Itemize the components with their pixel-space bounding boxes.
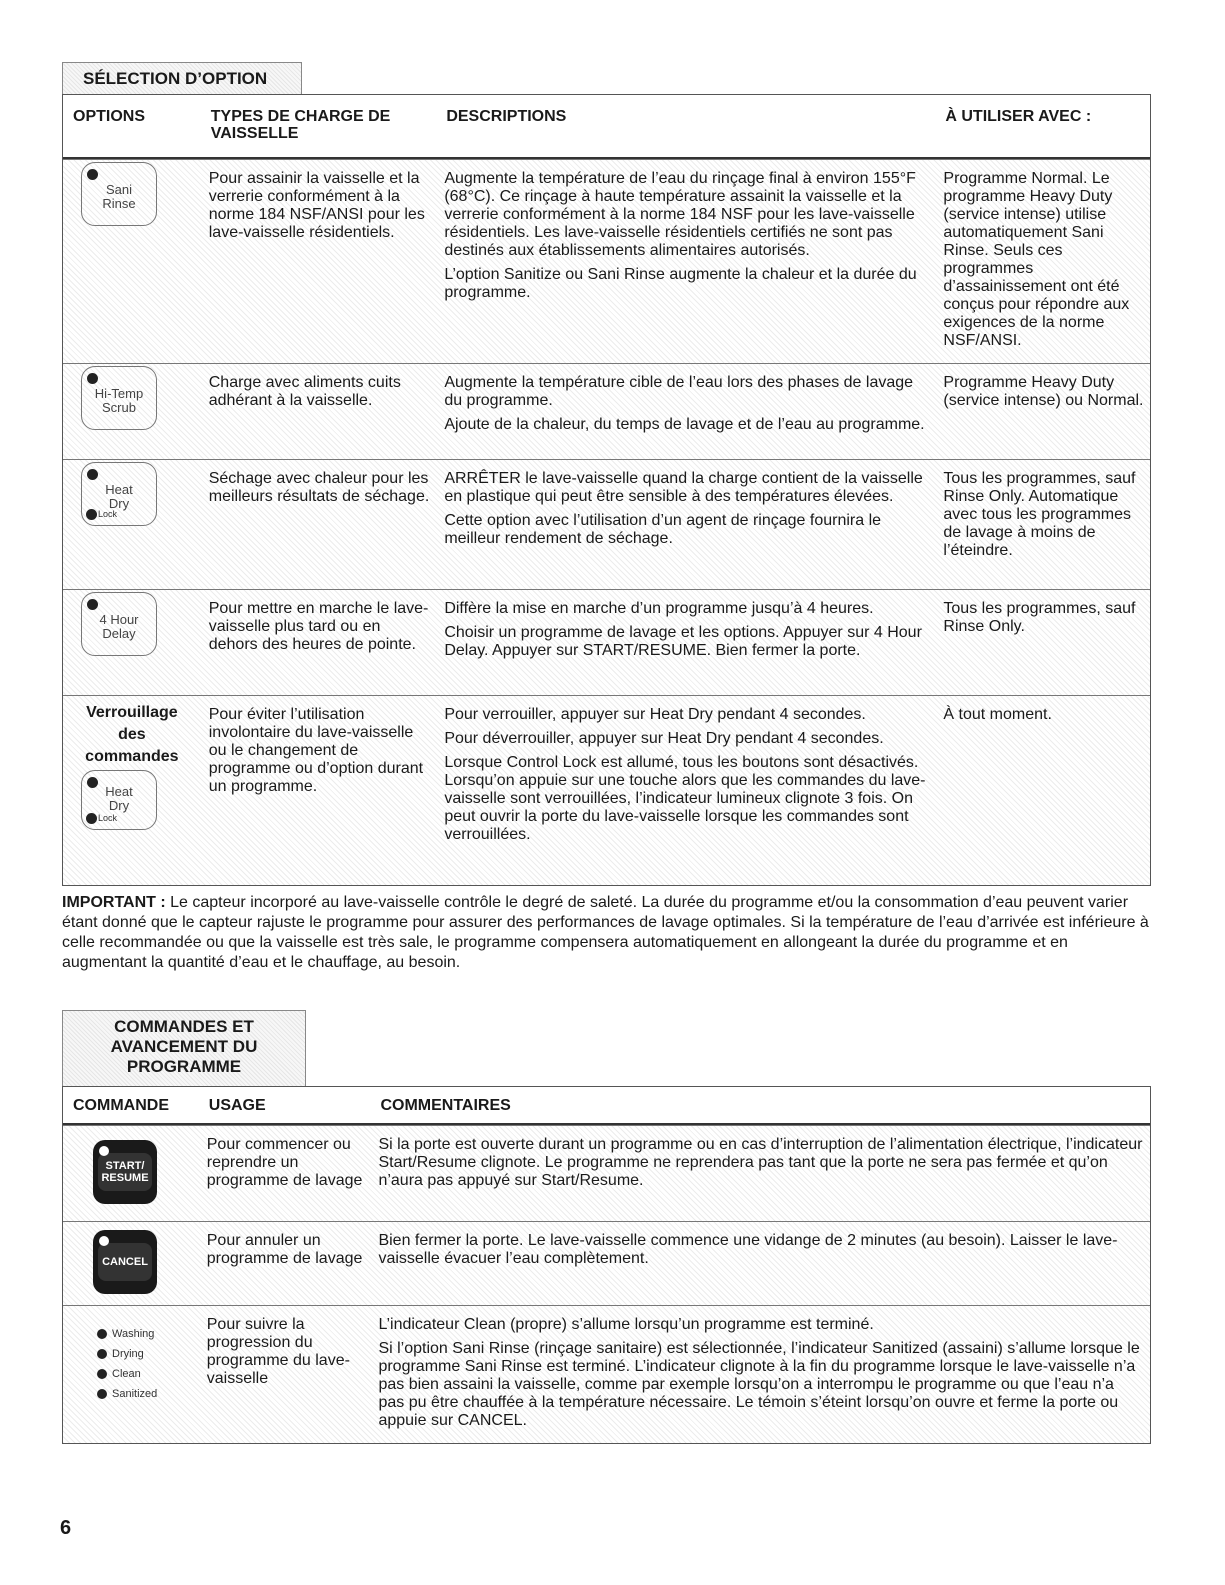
button-label: Hi-Temp [94, 386, 144, 401]
use-with-text: Programme Normal. Le programme Heavy Duty (service intense) utilise automatiquement Sani Rinse. Seuls ces programmes d’assainissement ont été conçus pour répondre aux exigences de la norme NSF/ANSI. [943, 170, 1130, 349]
indicator-label: Drying [112, 1348, 144, 1360]
use-with-text: À tout moment. [943, 706, 1052, 723]
lock-label: Lock [98, 813, 118, 823]
button-label: Dry [108, 798, 130, 813]
description-text: ARRÊTER le lave-vaisselle quand la charge contient de la vaisselle en plastique qui peut être sensible à des températures élevées. [444, 470, 923, 505]
indicator-light-icon [87, 469, 98, 480]
description-text: L’option Sanitize ou Sani Rinse augmente la chaleur et la durée du programme. [444, 266, 917, 301]
comments-cell [370, 1222, 1150, 1305]
comment-text: Si l’option Sani Rinse (rinçage sanitaire) est sélectionnée, l’indicateur Sanitized (assaini) s’allume lorsque le programme Sani Rinse est terminé. L’indicateur clignote à la fin du programme lorsque le lave-vaisselle n’a pas bien assaini la vaisselle, comme par exemple lorsqu’on a interrompu le programme ou que l’eau n’a pas pu être chauffée à la température nécessaire. Le témoin s’éteint lorsqu’on ouvre et ferme la porte ou appuie sur CANCEL. [378, 1340, 1140, 1429]
control-lock-title-line: des [118, 726, 146, 743]
use-with-text: Programme Heavy Duty (service intense) ou Normal. [943, 374, 1144, 409]
option-selection-table [62, 94, 1151, 886]
load-type-text: Pour éviter l’utilisation involontaire du lave-vaisselle ou le changement de programme ou d’option durant un programme. [208, 706, 424, 795]
button-label: START/ [105, 1160, 145, 1172]
indicator-light-icon [97, 1369, 107, 1379]
comment-text: Bien fermer la porte. Le lave-vaisselle commence une vidange de 2 minutes (au besoin). Laisser le lave-vaisselle évacuer l’eau complètement. [378, 1232, 1118, 1267]
description-cell [436, 160, 935, 363]
header-command: COMMANDE [73, 1097, 169, 1114]
header-usage: USAGE [208, 1097, 266, 1114]
table-header [63, 1087, 1150, 1125]
use-with-text: Tous les programmes, sauf Rinse Only. [943, 600, 1136, 635]
header-load-types: TYPES DE CHARGE DE VAISSELLE [210, 108, 391, 142]
option-selection-title: SÉLECTION D’OPTION [83, 69, 268, 88]
commands-table [62, 1086, 1151, 1444]
button-label: RESUME [101, 1172, 149, 1184]
4-hour-delay-button[interactable] [81, 592, 157, 656]
table-row [63, 159, 1150, 363]
drying-indicator [97, 1344, 199, 1364]
table-row [63, 1221, 1150, 1305]
sanitized-indicator [97, 1384, 199, 1404]
load-type-text: Pour assainir la vaisselle et la verrerie conformément à la norme 184 NSF/ANSI pour les lave-vaisselle résidentiels. [208, 170, 425, 241]
heat-dry-lock-button[interactable] [81, 770, 157, 830]
button-label: Heat [105, 482, 133, 497]
button-label: Heat [105, 784, 133, 799]
header-comments: COMMENTAIRES [380, 1097, 511, 1114]
command-cell [63, 1222, 199, 1305]
header-options: OPTIONS [73, 108, 146, 125]
description-text: Pour verrouiller, appuyer sur Heat Dry pendant 4 secondes. [444, 706, 866, 723]
heat-dry-button[interactable] [81, 462, 157, 526]
lock-light-icon [86, 509, 97, 520]
description-cell [436, 590, 935, 695]
commands-title-line: PROGRAMME [126, 1057, 242, 1076]
clean-indicator [97, 1364, 199, 1384]
control-lock-title [63, 696, 201, 768]
indicator-light-icon [99, 1146, 109, 1156]
table-header [63, 95, 1150, 159]
start-resume-button[interactable] [93, 1140, 157, 1204]
option-cell [63, 160, 201, 363]
lock-indicator [86, 507, 117, 521]
important-note [62, 893, 1152, 973]
button-label: Scrub [102, 400, 136, 415]
description-text: Diffère la mise en marche d’un programme jusqu’à 4 heures. [444, 600, 874, 617]
option-cell [63, 696, 201, 885]
description-text: Cette option avec l’utilisation d’un agent de rinçage fournira le meilleur rendement de séchage. [444, 512, 882, 547]
description-text: Ajoute de la chaleur, du temps de lavage et de l’eau au programme. [444, 416, 925, 433]
description-cell [436, 364, 935, 459]
description-text: Augmente la température cible de l’eau lors des phases de lavage du programme. [444, 374, 914, 409]
header-descriptions: DESCRIPTIONS [446, 108, 567, 125]
important-label: IMPORTANT : [62, 894, 166, 911]
button-label: Sani [105, 182, 133, 197]
option-cell [63, 364, 201, 459]
indicator-light-icon [97, 1329, 107, 1339]
button-face [98, 1243, 152, 1281]
description-cell [436, 696, 935, 885]
description-text: Pour déverrouiller, appuyer sur Heat Dry pendant 4 secondes. [444, 730, 884, 747]
description-text: Choisir un programme de lavage et les options. Appuyer sur 4 Hour Delay. Appuyer sur START/RESUME. Bien fermer la porte. [444, 624, 922, 659]
control-lock-title-line: Verrouillage [86, 704, 178, 721]
usage-text: Pour annuler un programme de lavage [206, 1232, 363, 1267]
table-row [63, 589, 1150, 695]
button-label: Rinse [102, 196, 136, 211]
comment-text: Si la porte est ouverte durant un programme ou en cas d’interruption de l’alimentation électrique, l’indicateur Start/Resume clignote. Le programme ne reprendera pas tant que la porte ne sera pas fermée et qu’on n’aura pas appuyé sur Start/Resume. [378, 1136, 1143, 1189]
commands-tab [62, 1010, 306, 1086]
cancel-button[interactable] [93, 1230, 157, 1294]
indicator-label: Washing [112, 1328, 155, 1340]
table-row [63, 695, 1150, 885]
indicator-light-icon [87, 777, 98, 788]
indicator-light-icon [97, 1349, 107, 1359]
lock-light-icon [86, 813, 97, 824]
load-type-text: Séchage avec chaleur pour les meilleurs résultats de séchage. [208, 470, 430, 505]
lock-indicator [86, 811, 117, 825]
table-row [63, 459, 1150, 589]
hi-temp-scrub-button[interactable] [81, 366, 157, 430]
description-text: Augmente la température de l’eau du rinçage final à environ 155°F (68°C). Ce rinçage à haute température assainit la vaisselle et la verrerie conformément à la norme 184 NSF pour les lave-vaisselle résidentiels. Les lave-vaisselle résidentiels certifiés ne sont pas destinés aux établissements alimentaires autorisés. [444, 170, 916, 259]
button-label: 4 Hour [99, 612, 139, 627]
lock-label: Lock [98, 509, 118, 519]
command-cell [63, 1126, 199, 1221]
comments-cell [370, 1306, 1150, 1443]
command-cell [63, 1306, 199, 1443]
washing-indicator [97, 1324, 199, 1344]
indicator-light-icon [97, 1389, 107, 1399]
table-row [63, 1305, 1150, 1443]
comments-cell [370, 1126, 1150, 1221]
option-cell [63, 590, 201, 695]
indicator-light-icon [87, 373, 98, 384]
comment-text: L’indicateur Clean (propre) s’allume lorsqu’un programme est terminé. [378, 1316, 874, 1333]
button-label: Delay [102, 626, 136, 641]
use-with-text: Tous les programmes, sauf Rinse Only. Automatique avec tous les programmes de lavage à moins de l’éteindre. [943, 470, 1136, 559]
indicator-light-icon [99, 1236, 109, 1246]
load-type-text: Charge avec aliments cuits adhérant à la vaisselle. [208, 374, 401, 409]
table-row [63, 363, 1150, 459]
indicator-light-icon [87, 169, 98, 180]
commands-title-line: AVANCEMENT DU [110, 1037, 258, 1056]
status-indicator-list [63, 1306, 199, 1404]
usage-text: Pour commencer ou reprendre un programme de lavage [206, 1136, 363, 1189]
control-lock-title-line: commandes [85, 748, 179, 765]
button-label: CANCEL [102, 1256, 148, 1268]
important-text: Le capteur incorporé au lave-vaisselle contrôle le degré de saleté. La durée du programme et/ou la consommation d’eau peuvent varier étant donné que le capteur rajuste le programme pour assurer des performances de lavage optimales. Si la température de l’eau d’arrivée est inférieure à celle recommandée ou que la vaisselle est très sale, le programme compensera automatiquement en allongeant la durée du programme et en augmentant la quantité d’eau et le chauffage, au besoin. [62, 894, 1149, 971]
description-text: Lorsque Control Lock est allumé, tous les boutons sont désactivés. Lorsqu’on appuie sur une touche alors que les commandes du lave-vaisselle sont verrouillées, l’indicateur lumineux clignote 3 fois. On peut ouvrir la porte du lave-vaisselle lorsque les commandes sont verrouillées. [444, 754, 926, 843]
indicator-label: Sanitized [112, 1388, 158, 1400]
table-row [63, 1125, 1150, 1221]
description-cell [436, 460, 935, 589]
indicator-label: Clean [112, 1368, 141, 1380]
indicator-light-icon [87, 599, 98, 610]
header-use-with: À UTILISER AVEC : [945, 108, 1092, 125]
option-selection-tab [62, 62, 302, 94]
option-cell [63, 460, 201, 589]
button-label: Dry [108, 496, 130, 511]
page-number: 6 [60, 1517, 72, 1539]
load-type-text: Pour mettre en marche le lave-vaisselle plus tard ou en dehors des heures de pointe. [208, 600, 429, 653]
usage-text: Pour suivre la progression du programme du lave-vaisselle [206, 1316, 350, 1387]
commands-title-line: COMMANDES ET [114, 1017, 254, 1036]
sani-rinse-button[interactable] [81, 162, 157, 226]
button-face [98, 1153, 152, 1191]
